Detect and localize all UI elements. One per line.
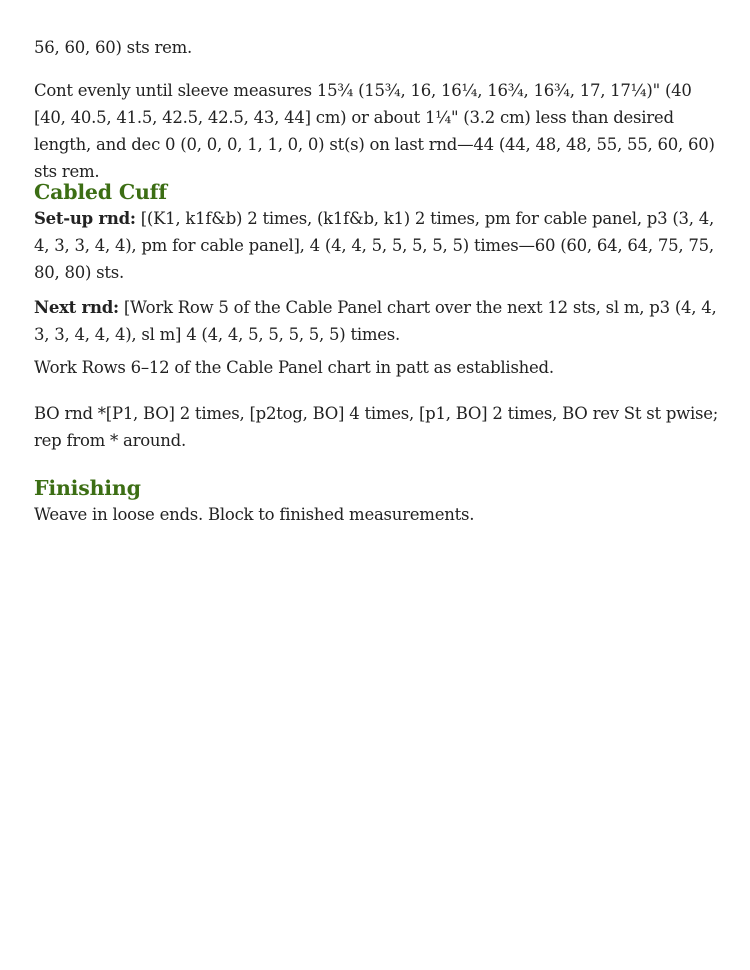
paragraph-continue-evenly: Cont evenly until sleeve measures 15¾ (15¾, 16, 16¼, 16¾, 16¾, 17, 17¼)" (40 [40, 40.5, 41.5, 42.5, 42.5, 43, 44] cm) or about 1¼" (3.2 cm) less than desired length, and dec 0 (0, 0, 0, 1, 1, 0, 0) st(s) on last rnd—44 (44, 48, 48, 55, 55, 60, 60) sts rem. — [34, 81, 715, 181]
paragraph-work-rows: Work Rows 6–12 of the Cable Panel chart in patt as established. — [34, 358, 554, 377]
paragraph-bind-off: BO rnd *[P1, BO] 2 times, [p2tog, BO] 4 times, [p1, BO] 2 times, BO rev St st pwise; rep from * around. — [34, 404, 719, 450]
heading-cabled-cuff: Cabled Cuff — [34, 180, 167, 204]
paragraph-finishing: Weave in loose ends. Block to finished measurements. — [34, 505, 475, 524]
heading-finishing: Finishing — [34, 476, 141, 500]
paragraph-setup-round — [34, 205, 724, 286]
next-round-label: Next rnd: — [34, 298, 119, 317]
next-round-text: [Work Row 5 of the Cable Panel chart over the next 12 sts, sl m, p3 (4, 4, 3, 3, 4, 4, 4), sl m] 4 (4, 4, 5, 5, 5, 5, 5) times. — [34, 298, 717, 344]
paragraph-stitches-remaining: 56, 60, 60) sts rem. — [34, 38, 193, 57]
setup-round-text: [(K1, k1f&b) 2 times, (k1f&b, k1) 2 times, pm for cable panel, p3 (3, 4, 4, 3, 3, 4, 4), pm for cable panel], 4 (4, 4, 5, 5, 5, 5, 5) times—60 (60, 64, 64, 75, 75, 80, 80) sts. — [34, 209, 715, 282]
setup-round-label: Set-up rnd: — [34, 209, 136, 228]
paragraph-next-round — [34, 294, 724, 348]
